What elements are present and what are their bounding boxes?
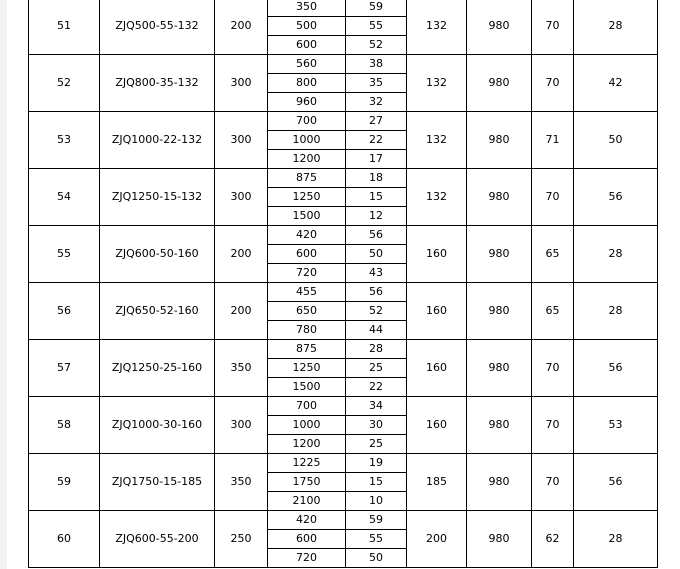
power-cell: 132 [407,55,467,112]
value-cell: 28 [574,226,658,283]
value-cell: 200 [215,226,268,283]
table-row [29,169,658,188]
head-cell: 32 [346,93,407,112]
value-cell: 300 [215,397,268,454]
left-margin-strip [0,0,7,569]
head-cell: 55 [346,530,407,549]
serial-number-cell: 53 [29,112,100,169]
power-cell: 160 [407,397,467,454]
model-cell: ZJQ1000-30-160 [100,397,215,454]
head-cell: 59 [346,511,407,530]
table-row [29,112,658,131]
model-cell: ZJQ1000-22-132 [100,112,215,169]
table-row [29,397,658,416]
model-cell: ZJQ800-35-132 [100,55,215,112]
head-cell: 43 [346,264,407,283]
value-cell: 350 [215,454,268,511]
flow-cell: 1000 [268,131,346,150]
table-row [29,55,658,74]
value-cell: 50 [574,112,658,169]
pump-spec-table [28,0,658,568]
efficiency-cell: 71 [532,112,574,169]
head-cell: 59 [346,0,407,17]
head-cell: 22 [346,378,407,397]
flow-cell: 1225 [268,454,346,473]
head-cell: 17 [346,150,407,169]
serial-number-cell: 59 [29,454,100,511]
serial-number-cell: 54 [29,169,100,226]
power-cell: 132 [407,112,467,169]
model-cell: ZJQ1250-15-132 [100,169,215,226]
value-cell: 28 [574,0,658,55]
speed-cell: 980 [467,283,532,340]
serial-number-cell: 55 [29,226,100,283]
value-cell: 350 [215,340,268,397]
value-cell: 56 [574,169,658,226]
efficiency-cell: 70 [532,55,574,112]
flow-cell: 420 [268,511,346,530]
value-cell: 28 [574,511,658,568]
flow-cell: 500 [268,17,346,36]
flow-cell: 350 [268,0,346,17]
value-cell: 250 [215,511,268,568]
value-cell: 300 [215,112,268,169]
flow-cell: 650 [268,302,346,321]
power-cell: 185 [407,454,467,511]
value-cell: 200 [215,283,268,340]
model-cell: ZJQ600-55-200 [100,511,215,568]
efficiency-cell: 65 [532,226,574,283]
flow-cell: 2100 [268,492,346,511]
head-cell: 10 [346,492,407,511]
head-cell: 38 [346,55,407,74]
head-cell: 52 [346,302,407,321]
table-body [29,0,658,568]
efficiency-cell: 70 [532,169,574,226]
flow-cell: 1500 [268,207,346,226]
model-cell: ZJQ500-55-132 [100,0,215,55]
serial-number-cell: 58 [29,397,100,454]
table-row [29,340,658,359]
head-cell: 28 [346,340,407,359]
efficiency-cell: 70 [532,0,574,55]
speed-cell: 980 [467,55,532,112]
head-cell: 19 [346,454,407,473]
power-cell: 132 [407,169,467,226]
value-cell: 42 [574,55,658,112]
flow-cell: 720 [268,549,346,568]
speed-cell: 980 [467,112,532,169]
table-row [29,226,658,245]
efficiency-cell: 70 [532,340,574,397]
head-cell: 56 [346,226,407,245]
table-row [29,511,658,530]
serial-number-cell: 57 [29,340,100,397]
flow-cell: 960 [268,93,346,112]
flow-cell: 800 [268,74,346,93]
flow-cell: 455 [268,283,346,302]
flow-cell: 700 [268,397,346,416]
value-cell: 56 [574,340,658,397]
serial-number-cell: 60 [29,511,100,568]
power-cell: 132 [407,0,467,55]
speed-cell: 980 [467,397,532,454]
speed-cell: 980 [467,340,532,397]
efficiency-cell: 70 [532,397,574,454]
table-row [29,454,658,473]
value-cell: 200 [215,0,268,55]
head-cell: 25 [346,435,407,454]
efficiency-cell: 62 [532,511,574,568]
power-cell: 160 [407,340,467,397]
flow-cell: 780 [268,321,346,340]
value-cell: 56 [574,454,658,511]
flow-cell: 600 [268,36,346,55]
flow-cell: 720 [268,264,346,283]
head-cell: 15 [346,188,407,207]
table-row [29,283,658,302]
flow-cell: 600 [268,530,346,549]
power-cell: 160 [407,226,467,283]
head-cell: 52 [346,36,407,55]
model-cell: ZJQ650-52-160 [100,283,215,340]
flow-cell: 420 [268,226,346,245]
head-cell: 18 [346,169,407,188]
speed-cell: 980 [467,169,532,226]
flow-cell: 700 [268,112,346,131]
flow-cell: 875 [268,340,346,359]
head-cell: 50 [346,245,407,264]
flow-cell: 1250 [268,188,346,207]
value-cell: 300 [215,169,268,226]
head-cell: 15 [346,473,407,492]
value-cell: 53 [574,397,658,454]
power-cell: 200 [407,511,467,568]
flow-cell: 600 [268,245,346,264]
head-cell: 12 [346,207,407,226]
head-cell: 34 [346,397,407,416]
speed-cell: 980 [467,0,532,55]
flow-cell: 1750 [268,473,346,492]
head-cell: 50 [346,549,407,568]
model-cell: ZJQ600-50-160 [100,226,215,283]
serial-number-cell: 56 [29,283,100,340]
serial-number-cell: 52 [29,55,100,112]
speed-cell: 980 [467,454,532,511]
power-cell: 160 [407,283,467,340]
table-row [29,0,658,17]
speed-cell: 980 [467,511,532,568]
head-cell: 30 [346,416,407,435]
flow-cell: 560 [268,55,346,74]
head-cell: 27 [346,112,407,131]
flow-cell: 1200 [268,150,346,169]
head-cell: 35 [346,74,407,93]
efficiency-cell: 65 [532,283,574,340]
flow-cell: 875 [268,169,346,188]
head-cell: 56 [346,283,407,302]
serial-number-cell: 51 [29,0,100,55]
flow-cell: 1000 [268,416,346,435]
head-cell: 55 [346,17,407,36]
flow-cell: 1250 [268,359,346,378]
head-cell: 22 [346,131,407,150]
flow-cell: 1500 [268,378,346,397]
efficiency-cell: 70 [532,454,574,511]
model-cell: ZJQ1250-25-160 [100,340,215,397]
model-cell: ZJQ1750-15-185 [100,454,215,511]
value-cell: 300 [215,55,268,112]
head-cell: 25 [346,359,407,378]
flow-cell: 1200 [268,435,346,454]
head-cell: 44 [346,321,407,340]
value-cell: 28 [574,283,658,340]
speed-cell: 980 [467,226,532,283]
